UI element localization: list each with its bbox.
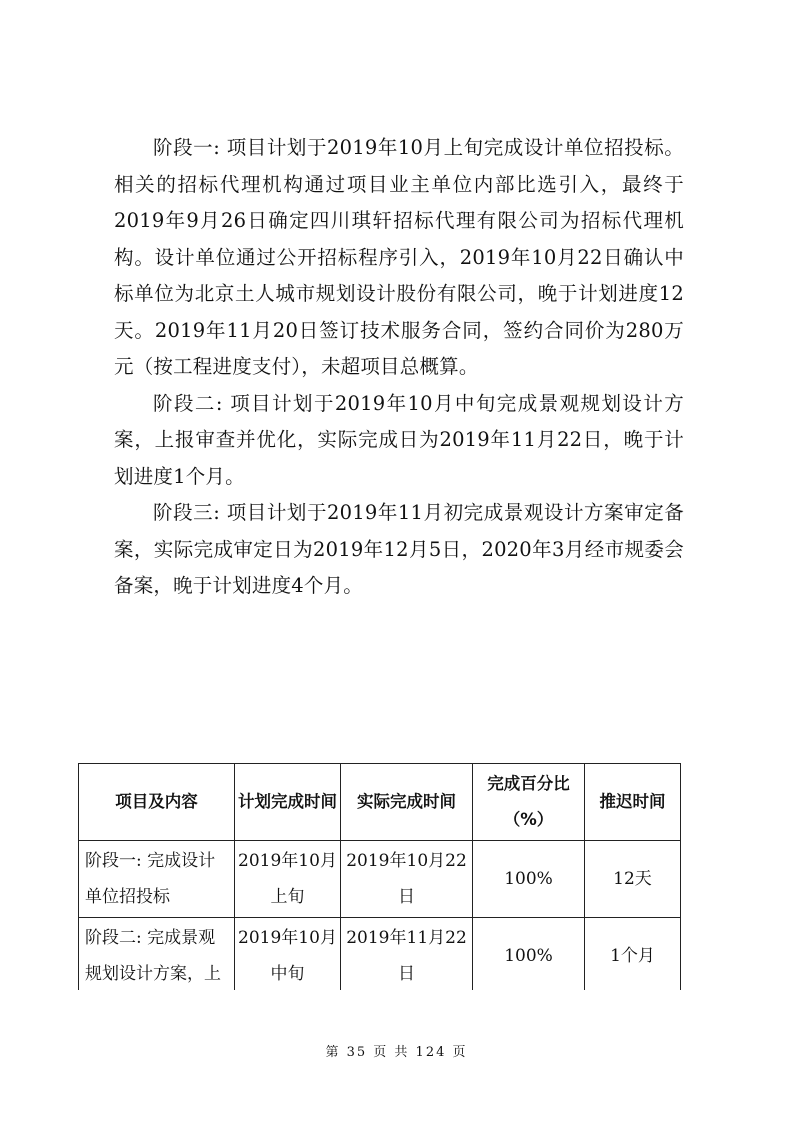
- cell-delay: 12天: [585, 841, 681, 918]
- table-container: [78, 763, 688, 990]
- paragraph-stage-3: 阶段三: 项目计划于2019年11月初完成景观设计方案审定备案，实际完成审定日为2019年12月5日，2020年3月经市规委会备案，晚于计划进度4个月。: [114, 501, 684, 597]
- table-row: [79, 841, 681, 918]
- body-text: [114, 130, 684, 605]
- paragraph-stage-2: 阶段二: 项目计划于2019年10月中旬完成景观规划设计方案，上报审查并优化，实际完成日为2019年11月22日，晚于计划进度1个月。: [114, 391, 684, 488]
- cell-actual: 2019年11月22日: [341, 918, 473, 991]
- cell-planned: 2019年10月上旬: [235, 841, 341, 918]
- paragraph-stage-1: 阶段一: 项目计划于2019年10月上旬完成设计单位招投标。相关的招标代理机构通过项目业主单位内部比选引入，最终于2019年9月26日确定四川琪轩招标代理有限公司为招标代理机构。设计单位通过公开招标程序引入，2019年10月22日确认中标单位为北京土人城市规划设计股份有限公司，晚于计划进度12天。2019年11月20日签订技术服务合同，签约合同价为280万元（按工程进度支付），未超项目总概算。: [114, 136, 684, 378]
- page-footer: 第 35 页 共 124 页: [325, 1045, 468, 1060]
- cell-planned: 2019年10月中旬: [235, 918, 341, 991]
- cell-item: 阶段二: 完成景观规划设计方案，上: [79, 918, 235, 991]
- progress-table: [78, 763, 681, 990]
- header-item: 项目及内容: [79, 764, 235, 841]
- header-percent: 完成百分比（%）: [473, 764, 585, 841]
- table-header-row: [79, 764, 681, 841]
- cell-delay: 1个月: [585, 918, 681, 991]
- header-actual: 实际完成时间: [341, 764, 473, 841]
- cell-actual: 2019年10月22日: [341, 841, 473, 918]
- cell-percent: 100%: [473, 841, 585, 918]
- table-row: [79, 918, 681, 991]
- cell-percent: 100%: [473, 918, 585, 991]
- header-delay: 推迟时间: [585, 764, 681, 841]
- cell-item: 阶段一: 完成设计单位招投标: [79, 841, 235, 918]
- header-planned: 计划完成时间: [235, 764, 341, 841]
